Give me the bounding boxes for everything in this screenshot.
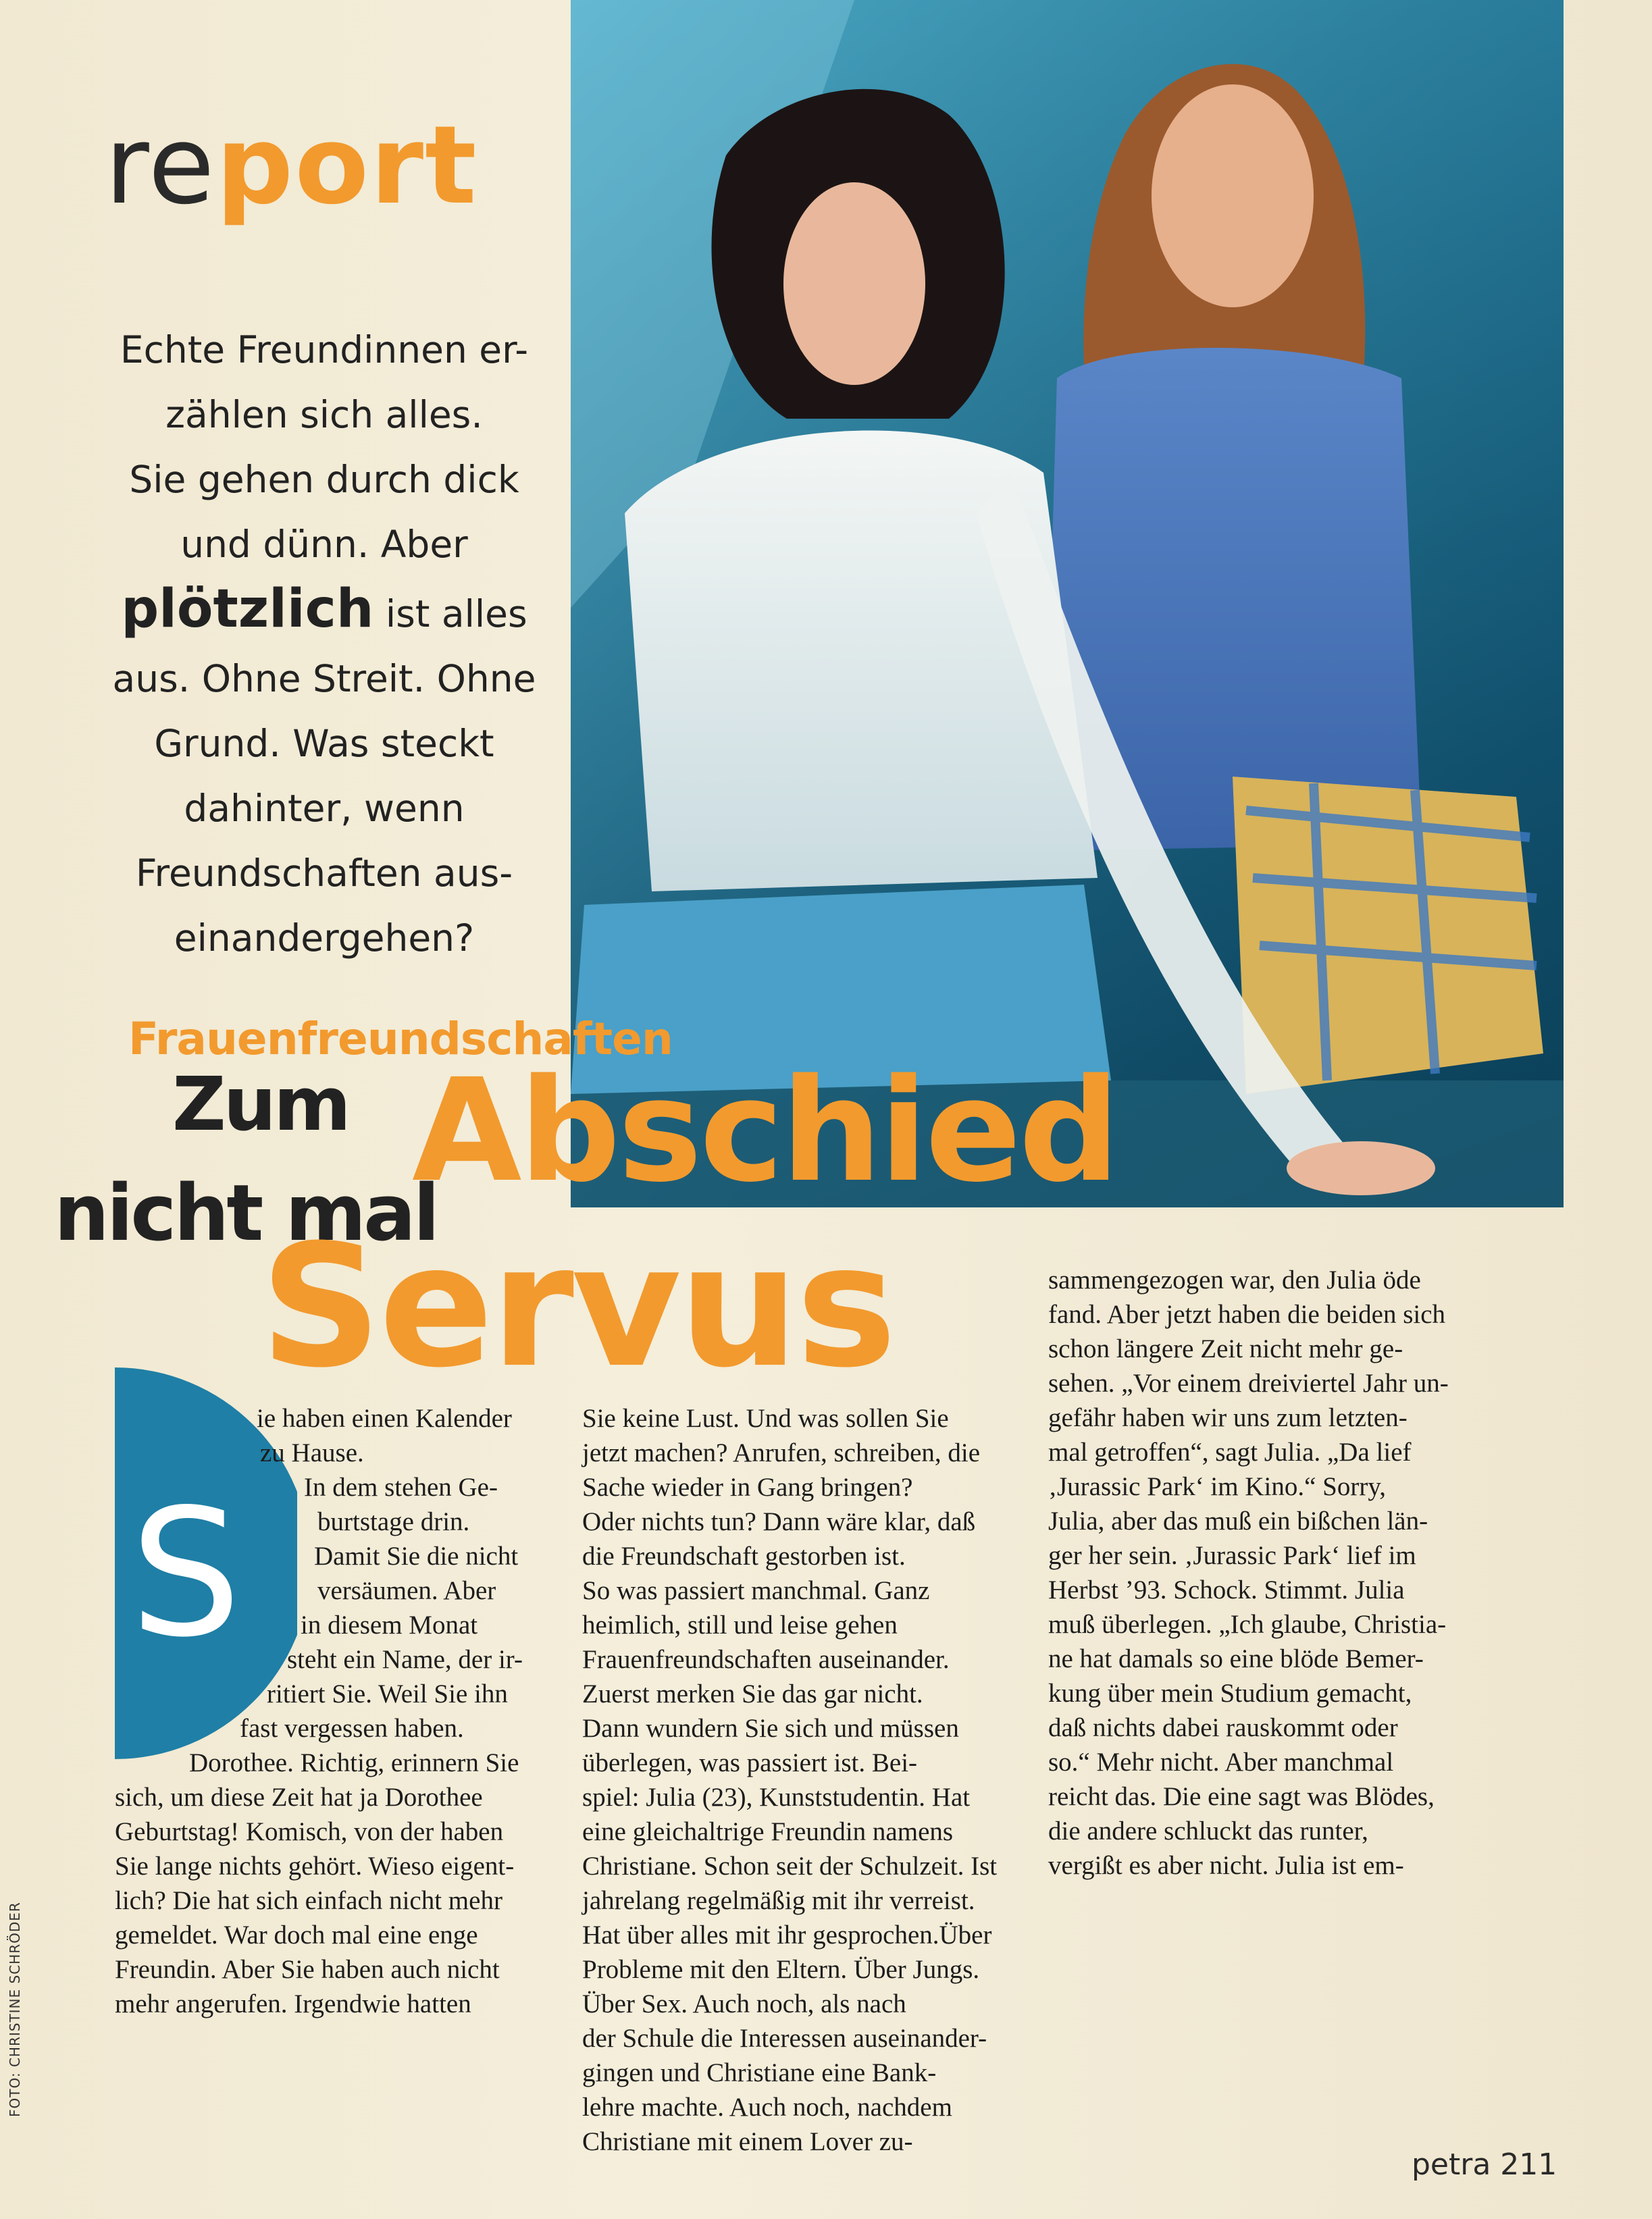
text-line: ne hat damals so eine blöde Bemer-: [1048, 1644, 1424, 1673]
text-line: Zuerst merken Sie das gar nicht.: [582, 1679, 923, 1708]
text-line: Dann wundern Sie sich und müssen: [582, 1714, 959, 1743]
intro-line: [101, 577, 547, 646]
text-line: Freundin. Aber Sie haben auch nicht: [115, 1955, 500, 1984]
intro-line: Echte Freundinnen er-: [120, 328, 529, 371]
text-line: zu Hause.: [260, 1438, 364, 1467]
intro-line: Sie gehen durch dick: [129, 458, 519, 501]
text-line: Frauenfreundschaften auseinander.: [582, 1645, 950, 1674]
article-column-2: [582, 1401, 1021, 2159]
text-line: Julia, aber das muß ein bißchen län-: [1048, 1507, 1428, 1536]
section-logo-port: port: [215, 102, 478, 228]
text-line: in diesem Monat: [301, 1611, 478, 1640]
text-line: Sie keine Lust. Und was sollen Sie: [582, 1404, 949, 1433]
intro-emphasis: plötzlich: [121, 579, 374, 639]
text-line: Christiane mit einem Lover zu-: [582, 2127, 913, 2156]
headline-abschied: Abschied: [412, 1048, 1118, 1213]
text-line: Über Sex. Auch noch, als nach: [582, 1989, 906, 2018]
text-line: gefähr haben wir uns zum letzten-: [1048, 1403, 1408, 1432]
cover-photo: [571, 0, 1564, 1207]
intro-line: dahinter, wenn: [184, 787, 465, 830]
text-line: In dem stehen Ge-: [304, 1473, 498, 1502]
text-line: die Freundschaft gestorben ist.: [582, 1542, 906, 1571]
text-line: sich, um diese Zeit hat ja Dorothee: [115, 1783, 483, 1812]
text-line: lich? Die hat sich einfach nicht mehr: [115, 1886, 502, 1915]
intro-teaser: [101, 317, 547, 970]
text-line: kung über mein Studium gemacht,: [1048, 1679, 1412, 1708]
dropcap-wrap-lines: [115, 1401, 547, 1746]
intro-line-rest: ist alles: [373, 592, 527, 635]
intro-line: Grund. Was steckt: [154, 722, 494, 765]
headline-nicht-mal: nicht mal: [54, 1168, 438, 1259]
dropcap-letter: S: [130, 1472, 242, 1676]
intro-line: aus. Ohne Streit. Ohne: [112, 657, 536, 700]
text-line: reicht das. Die eine sagt was Blödes,: [1048, 1782, 1435, 1811]
text-line: ie haben einen Kalender: [257, 1404, 512, 1433]
text-line: so.“ Mehr nicht. Aber manchmal: [1048, 1748, 1394, 1777]
page-folio: petra 211: [1412, 2147, 1557, 2182]
text-line: ger her sein. ‚Jurassic Park‘ lief im: [1048, 1541, 1416, 1570]
section-logo: [105, 102, 478, 228]
text-line: gingen und Christiane eine Bank-: [582, 2058, 937, 2087]
text-line: Dorothee. Richtig, erinnern Sie: [189, 1748, 519, 1777]
text-line: schon längere Zeit nicht mehr ge-: [1048, 1334, 1403, 1363]
text-line: Probleme mit den Eltern. Über Jungs.: [582, 1955, 980, 1984]
text-line: jahrelang regelmäßig mit ihr verreist.: [582, 1886, 975, 1915]
text-line: fand. Aber jetzt haben die beiden sich: [1048, 1300, 1446, 1329]
text-line: Christiane. Schon seit der Schulzeit. Ist: [582, 1852, 998, 1881]
intro-line: einandergehen?: [174, 916, 475, 960]
text-line: Sache wieder in Gang bringen?: [582, 1473, 913, 1502]
text-line: ritiert Sie. Weil Sie ihn: [267, 1679, 508, 1708]
text-line: der Schule die Interessen auseinander-: [582, 2024, 987, 2053]
section-logo-re: re: [105, 102, 216, 228]
text-line: ‚Jurassic Park‘ im Kino.“ Sorry,: [1048, 1472, 1387, 1501]
text-line: So was passiert manchmal. Ganz: [582, 1576, 930, 1605]
intro-line: zählen sich alles.: [165, 393, 483, 436]
article-column-1: [115, 1401, 547, 2021]
headline-servus: Servus: [260, 1208, 894, 1405]
intro-line: Freundschaften aus-: [135, 852, 513, 895]
text-line: burtstage drin.: [317, 1507, 470, 1536]
text-line: fast vergessen haben.: [240, 1714, 464, 1743]
photo-illustration: [571, 0, 1564, 1207]
text-line: Geburtstag! Komisch, von der haben: [115, 1817, 504, 1846]
text-line: Herbst ’93. Schock. Stimmt. Julia: [1048, 1575, 1405, 1604]
text-line: mal getroffen“, sagt Julia. „Da lief: [1048, 1438, 1412, 1467]
text-line: überlegen, was passiert ist. Bei-: [582, 1748, 918, 1777]
text-line: spiel: Julia (23), Kunststudentin. Hat: [582, 1783, 971, 1812]
text-line: eine gleichaltrige Freundin namens: [582, 1817, 954, 1846]
text-line: lehre machte. Auch noch, nachdem: [582, 2093, 952, 2122]
intro-line: und dünn. Aber: [180, 523, 468, 566]
text-line: mehr angerufen. Irgendwie hatten: [115, 1989, 471, 2018]
photo-credit: FOTO: CHRISTINE SCHRÖDER: [7, 1902, 23, 2117]
text-line: muß überlegen. „Ich glaube, Christia-: [1048, 1610, 1447, 1639]
text-line: Sie lange nichts gehört. Wieso eigent-: [115, 1852, 515, 1881]
text-line: sehen. „Vor einem dreiviertel Jahr un-: [1048, 1369, 1449, 1398]
text-line: versäumen. Aber: [317, 1576, 496, 1605]
text-line: Hat über alles mit ihr gesprochen.Über: [582, 1921, 992, 1950]
text-line: sammengezogen war, den Julia öde: [1048, 1265, 1421, 1295]
text-line: Oder nichts tun? Dann wäre klar, daß: [582, 1507, 976, 1536]
text-line: gemeldet. War doch mal eine enge: [115, 1921, 478, 1950]
text-line: Damit Sie die nicht: [314, 1542, 519, 1571]
headline-zum: Zum: [172, 1061, 349, 1147]
headline-kicker: Frauenfreundschaften: [128, 1013, 673, 1065]
text-line: vergißt es aber nicht. Julia ist em-: [1048, 1851, 1404, 1880]
article-column-3: [1048, 1263, 1487, 1883]
text-line: jetzt machen? Anrufen, schreiben, die: [582, 1438, 981, 1467]
text-line: heimlich, still und leise gehen: [582, 1611, 898, 1640]
text-line: die andere schluckt das runter,: [1048, 1817, 1368, 1846]
text-line: steht ein Name, der ir-: [287, 1645, 523, 1674]
text-line: daß nichts dabei rauskommt oder: [1048, 1713, 1398, 1742]
